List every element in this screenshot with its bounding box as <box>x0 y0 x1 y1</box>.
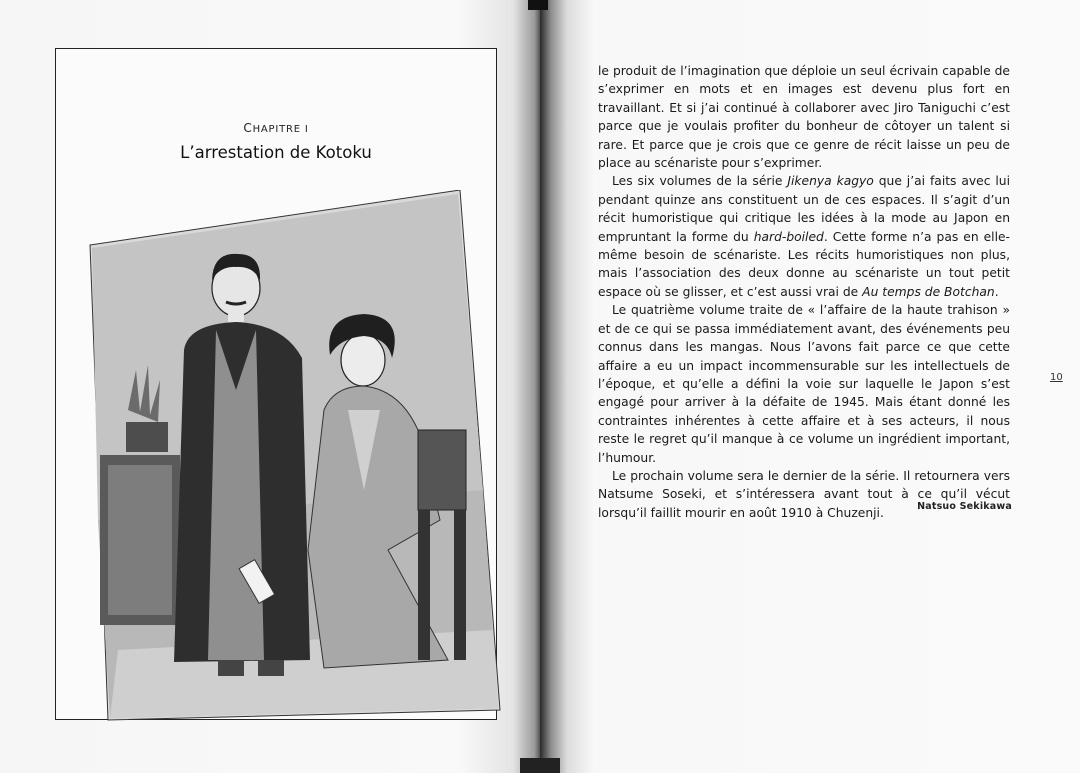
spine-shadow-bottom <box>520 758 560 773</box>
chapter-label: CHAPITRE I <box>243 121 309 135</box>
paragraph-4: Le prochain volume sera le dernier de la série. Il retournera vers Natsume Soseki, et s’intéressera avant tout à ce qu’il vécut lorsqu’il faillit mourir en août 1910 à Chuzenji. <box>598 468 1010 520</box>
paragraph-3: Le quatrième volume traite de « l’affaire de la haute trahison » et de ce qui se passa immédiatement avant, des événements peu connus dans les mangas. Nous l’avons fait parce ce que cette affaire a eu un impact incommensurable sur les intellectuels de l’époque, et qu’elle a défini la voie sur laquelle le Japon s’est engagé pour arriver à la défaite de 1945. Mais étant donné les contraintes inhérentes à cette affaire et à ses acteurs, il nous reste le regret qu’il manque à ce volume un ingrédient important, l’humour. <box>598 303 1010 465</box>
side-table <box>100 455 180 625</box>
paragraph-2: Les six volumes de la série Jikenya kagyo que j’ai faits avec lui pendant quinze ans constituent un de ces espaces. Il s’agit d’un récit humoristique qui critique les idées à la mode au Japon en empruntant la forme du hard-boiled. Cette forme n’a pas en elle-même besoin de scénariste. Les récits humoristiques non plus, mais l’association des deux donne au scénariste un tout petit espace où se glisser, et c’est aussi vrai de Au temps de Botchan. <box>598 174 1011 299</box>
page-number: 10 <box>1050 372 1063 383</box>
paragraph-1: le produit de l’imagination que déploie un seul écrivain capable de s’exprimer en mots et en images est devenu plus fort en travaillant. Et si j’ai continué à collaborer avec Jiro Taniguchi c’est parce que je voulais profiter du bonheur de côtoyer un talent si rare. Et parce que je crois que ce genre de récit laisse un peu de place au scénariste pour s’exprimer. <box>598 64 1010 171</box>
body-text <box>598 62 1010 522</box>
author-signature: Natsuo Sekikawa <box>917 501 1012 512</box>
couple-portrait-illustration <box>88 190 503 725</box>
spine-shadow <box>528 0 548 10</box>
chapter-title: L’arrestation de Kotoku <box>180 143 372 162</box>
